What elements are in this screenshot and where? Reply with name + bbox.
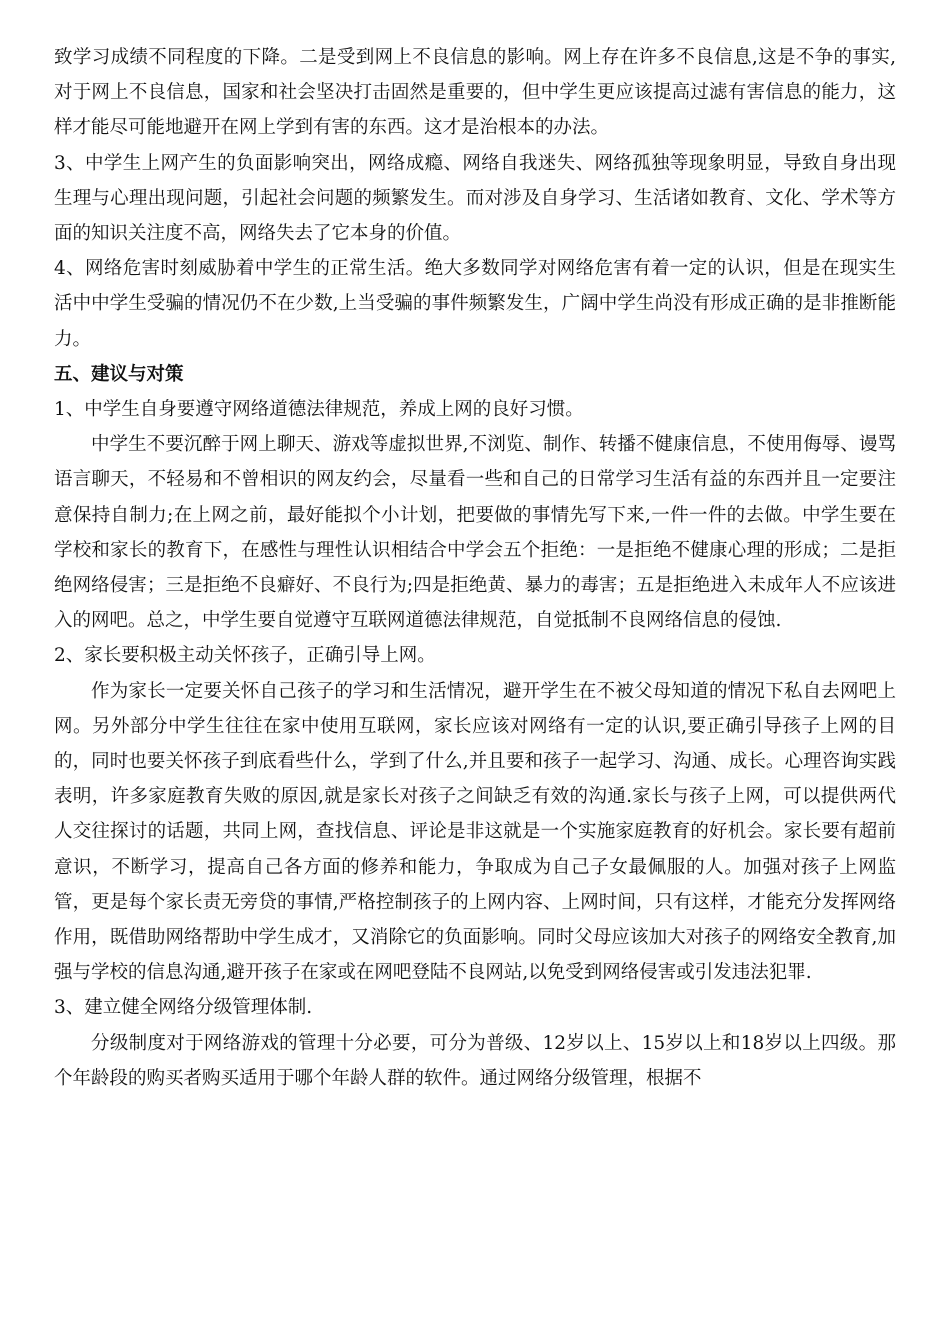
finding-item-4: 4、网络危害时刻威胁着中学生的正常生活。绝大多数同学对网络危害有着一定的认识，但是在现实生活中中学生受骗的情况仍不在少数,上当受骗的事件频繁发生，广阔中学生尚没有形成正确的是非推断能力。	[54, 258, 896, 350]
document-page	[54, 40, 896, 1096]
suggestion-2-title: 2、家长要积极主动关怀孩子，正确引导上网。	[54, 645, 436, 667]
paragraph-continued: 致学习成绩不同程度的下降。二是受到网上不良信息的影响。网上存在许多不良信息,这是不争的事实,对于网上不良信息，国家和社会坚决打击固然是重要的，但中学生更应该提高过滤有害信息的能力，这样才能尽可能地避开在网上学到有害的东西。这才是治根本的办法。	[54, 47, 896, 139]
suggestion-1-body: 中学生不要沉醉于网上聊天、游戏等虚拟世界,不浏览、制作、转播不健康信息，不使用侮辱、谩骂语言聊天，不轻易和不曾相识的网友约会，尽量看一些和自己的日常学习生活有益的东西并且一定要注意保持自制力;在上网之前，最好能拟个小计划，把要做的事情先写下来,一件一件的去做。中学生要在学校和家长的教育下，在感性与理性认识相结合中学会五个拒绝：一是拒绝不健康心理的形成；二是拒绝网络侵害；三是拒绝不良癖好、不良行为;四是拒绝黄、暴力的毒害；五是拒绝进入未成年人不应该进入的网吧。总之，中学生要自觉遵守互联网道德法律规范，自觉抵制不良网络信息的侵蚀.	[54, 434, 896, 632]
section-heading-5: 五、建议与对策	[54, 363, 184, 385]
suggestion-3-title: 3、建立健全网络分级管理体制.	[54, 997, 313, 1019]
suggestion-3-body: 分级制度对于网络游戏的管理十分必要，可分为普级、12岁以上、15岁以上和18岁以上四级。那个年龄段的购买者购买适用于哪个年龄人群的软件。通过网络分级管理，根据不	[54, 1032, 896, 1089]
finding-item-3: 3、中学生上网产生的负面影响突出，网络成瘾、网络自我迷失、网络孤独等现象明显，导致自身出现生理与心理出现问题，引起社会问题的频繁发生。而对涉及自身学习、生活诸如教育、文化、学术等方面的知识关注度不高，网络失去了它本身的价值。	[54, 152, 896, 245]
suggestion-1-title: 1、中学生自身要遵守网络道德法律规范，养成上网的良好习惯。	[54, 399, 584, 421]
suggestion-2-body: 作为家长一定要关怀自己孩子的学习和生活情况，避开学生在不被父母知道的情况下私自去网吧上网。另外部分中学生往往在家中使用互联网，家长应该对网络有一定的认识,要正确引导孩子上网的目的，同时也要关怀孩子到底看些什么，学到了什么,并且要和孩子一起学习、沟通、成长。心理咨询实践表明，许多家庭教育失败的原因,就是家长对孩子之间缺乏有效的沟通.家长与孩子上网，可以提供两代人交往探讨的话题，共同上网，查找信息、评论是非这就是一个实施家庭教育的好机会。家长要有超前意识，不断学习，提高自己各方面的修养和能力，争取成为自己子女最佩服的人。加强对孩子上网监管，更是每个家长责无旁贷的事情,严格控制孩子的上网内容、上网时间，只有这样，才能充分发挥网络作用，既借助网络帮助中学生成才，又消除它的负面影响。同时父母应该加大对孩子的网络安全教育,加强与学校的信息沟通,避开孩子在家或在网吧登陆不良网站,以免受到网络侵害或引发违法犯罪.	[54, 680, 896, 984]
